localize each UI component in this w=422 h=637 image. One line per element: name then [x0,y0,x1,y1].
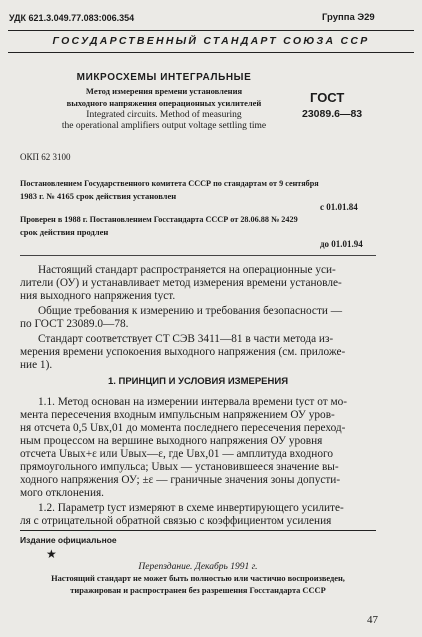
header-top-rule [8,30,414,31]
doc-title: МИКРОСХЕМЫ ИНТЕГРАЛЬНЫЕ [76,72,252,83]
decree-line1: Постановлением Государственного комитета СССР по стандартам от 9 сентября [20,179,319,188]
star-icon: ★ [46,547,57,561]
header-bottom-rule [8,52,414,53]
s1-line3: ня отсчета 0,5 Uвх,01 до момента последнего пересечения переход- [20,422,346,434]
decree-line2: 1983 г. № 4165 срок действия установлен [20,191,177,201]
checked-line1: Проверен в 1988 г. Постановлением Госстандарта СССР от 28.06.88 № 2429 [20,215,298,224]
group-code: Группа Э29 [322,12,375,23]
effective-date: с 01.01.84 [320,202,358,212]
s2-line1: 1.2. Параметр tуст измеряют в схеме инвертирующего усилите- [38,502,344,514]
doc-title-english-line2: the operational amplifiers output voltage settling time [61,121,267,131]
p1-line1: Настоящий стандарт распространяется на операционные уси- [38,264,336,276]
p2-line2: по ГОСТ 23089.0—78. [20,318,129,330]
checked-line2: срок действия продлен [20,227,109,237]
copyright-notice-line1: Настоящий стандарт не может быть полностью или частично воспроизведен, [51,574,345,583]
p2-line1: Общие требования к измерению и требования безопасности — [38,305,343,317]
okp-code: ОКП 62 3100 [20,152,71,162]
p3-line1: Стандарт соответствует СТ СЭВ 3411—81 в части метода из- [38,333,334,345]
p1-line2: лители (ОУ) и устанавливает метод измерения времени установле- [20,277,342,289]
s1-line7: ходного напряжения ОУ; ±ε — граничные значения зоны допусти- [20,474,341,486]
footer-rule [20,530,376,531]
s1-line5: отсчета Uвых+ε или Uвых—ε, где Uвх,01 — амплитуда входного [20,448,333,460]
copyright-notice-line2: тиражирован и распространен без разрешения Госстандарта СССР [70,586,326,595]
official-edition: Издание официальное [20,535,117,545]
decree-rule [20,255,376,256]
s1-line1: 1.1. Метод основан на измерении интервала времени tуст от мо- [38,396,348,408]
doc-subtitle-line1: Метод измерения времени установления [85,86,243,96]
s2-line2: ля с отрицательной обратной связью с коэффициентом усиления [20,515,332,527]
p1-line3: ния выходного напряжения tуст. [20,290,176,302]
gost-label: ГОСТ [310,90,345,105]
doc-subtitle-line2: выходного напряжения операционных усилителей [66,98,262,108]
s1-line2: мента пересечения входным импульсным напряжением ОУ уров- [20,409,335,421]
udk-code: УДК 621.3.049.77.083:006.354 [9,13,135,23]
state-standard-banner: ГОСУДАРСТВЕННЫЙ СТАНДАРТ СОЮЗА ССР [52,35,370,47]
doc-title-english-line1: Integrated circuits. Method of measuring [86,110,242,120]
reprint-note: Перепздание. Декабрь 1991 г. [138,562,258,572]
section-heading: 1. ПРИНЦИП И УСЛОВИЯ ИЗМЕРЕНИЯ [107,376,289,387]
extended-date: до 01.01.94 [320,239,363,249]
s1-line4: ным процессом на вершине выходного напряжения ОУ уровня [20,435,323,447]
p3-line2: мерения времени успокоения выходного напряжения (см. приложе- [20,346,346,358]
s1-line8: мого отклонения. [20,487,105,499]
s1-line6: прямоугольного импульса; Uвых — установившееся значение вы- [20,461,339,473]
p3-line3: ние 1). [20,359,53,371]
page-number: 47 [367,614,378,626]
gost-number: 23089.6—83 [302,108,363,120]
